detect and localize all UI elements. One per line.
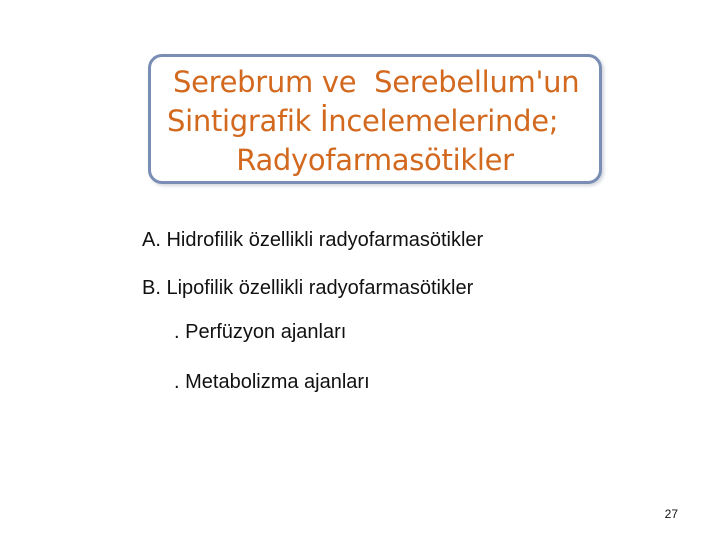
- slide-title-box: [148, 54, 602, 184]
- list-item-lipophilic: B. Lipofilik özellikli radyofarmasötikler: [142, 277, 474, 299]
- slide-title-line-1: Serebrum ve Serebellum'un: [173, 65, 580, 99]
- sub-item-metabolism-agents: . Metabolizma ajanları: [174, 371, 370, 393]
- sub-item-perfusion-agents: . Perfüzyon ajanları: [174, 321, 347, 343]
- page-number: 27: [664, 507, 678, 521]
- list-item-hydrophilic: A. Hidrofilik özellikli radyofarmasötikler: [142, 229, 484, 251]
- slide-title-line-2: Sintigrafik İncelemelerinde;: [167, 104, 559, 138]
- slide-title-line-3: Radyofarmasötikler: [236, 143, 514, 177]
